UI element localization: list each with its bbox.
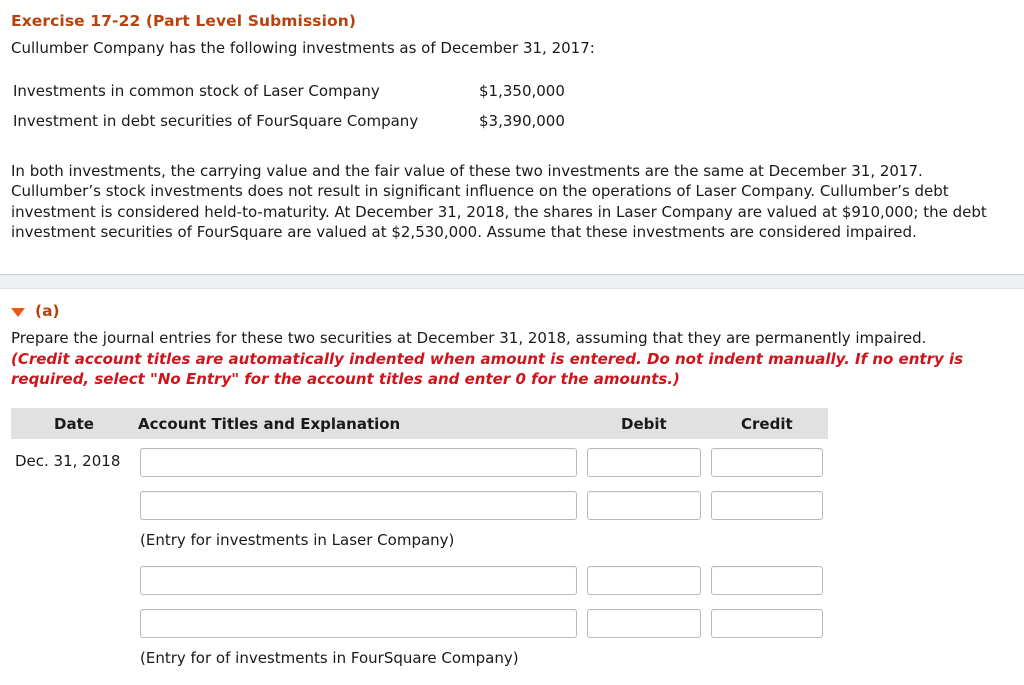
account-title-input[interactable]: [140, 566, 577, 595]
investment-row: [13, 112, 418, 130]
header-account: Account Titles and Explanation: [138, 415, 401, 433]
part-a-toggle[interactable]: [11, 302, 60, 320]
header-date: Date: [54, 415, 94, 433]
investment-amount: $3,390,000: [479, 112, 565, 130]
intro-text: Cullumber Company has the following investments as of December 31, 2017:: [11, 39, 595, 57]
entry-note-laser: (Entry for investments in Laser Company): [140, 531, 455, 549]
account-title-input[interactable]: [140, 448, 577, 477]
collapse-triangle-icon: [11, 308, 25, 317]
investment-amount: $1,350,000: [479, 82, 565, 100]
investment-label: Investments in common stock of Laser Company: [13, 82, 380, 100]
part-note: (Credit account titles are automatically indented when amount is entered. Do not indent manually. If no entry is required, select "No Entry" for the account titles and enter 0 for the amounts.): [11, 350, 964, 389]
debit-input[interactable]: [587, 491, 701, 520]
investment-label: Investment in debt securities of FourSquare Company: [13, 112, 419, 130]
account-title-input[interactable]: [140, 491, 577, 520]
part-instruction: Prepare the journal entries for these two securities at December 31, 2018, assuming that they are permanently impaired.: [11, 329, 927, 347]
problem-paragraph: In both investments, the carrying value and the fair value of these two investments are the same at December 31, 2017. Cullumber’s stock investments does not result in significant influence on the operations of Laser Company. Cullumber’s debt investment is considered held-to-maturity. At December 31, 2018, the shares in Laser Company are valued at $910,000; the debt investment securities of FourSquare are valued at $2,530,000. Assume that these investments are considered impaired.: [11, 162, 987, 241]
credit-input[interactable]: [711, 448, 823, 477]
account-title-input[interactable]: [140, 609, 577, 638]
exercise-title: Exercise 17-22 (Part Level Submission): [11, 12, 357, 30]
debit-input[interactable]: [587, 448, 701, 477]
debit-input[interactable]: [587, 566, 701, 595]
part-a-label: (a): [35, 302, 60, 320]
investment-row: [13, 82, 380, 100]
credit-input[interactable]: [711, 491, 823, 520]
credit-input[interactable]: [711, 609, 823, 638]
header-credit: Credit: [741, 415, 793, 433]
section-divider: [0, 274, 1024, 289]
entry-date: Dec. 31, 2018: [15, 452, 121, 470]
header-debit: Debit: [621, 415, 667, 433]
journal-table-header: [11, 408, 828, 439]
debit-input[interactable]: [587, 609, 701, 638]
entry-note-foursquare: (Entry for of investments in FourSquare Company): [140, 649, 519, 667]
credit-input[interactable]: [711, 566, 823, 595]
